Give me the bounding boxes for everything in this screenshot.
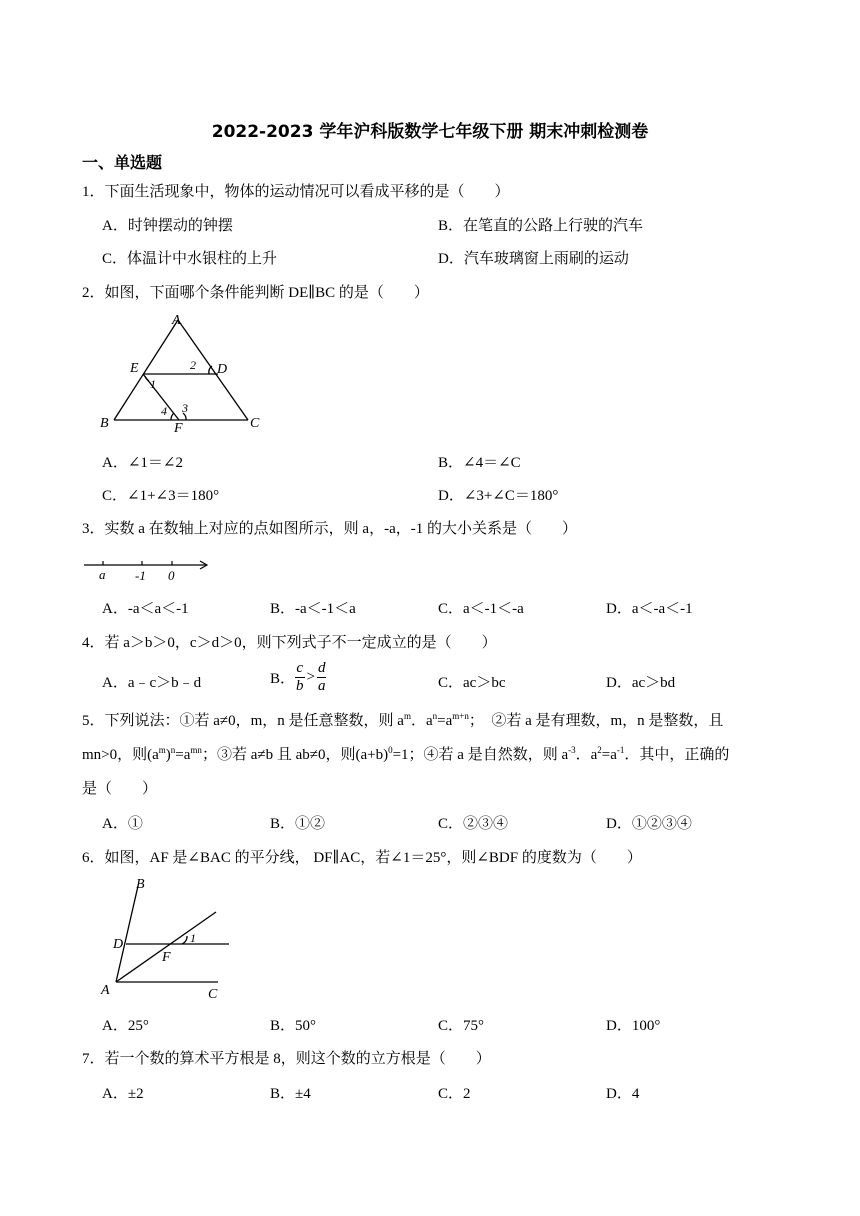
angle-3-label: 3 [182,401,188,415]
q7-option-a: A．±2 [102,1086,144,1102]
q2-option-c: C．∠1+∠3＝180° [102,488,220,504]
triangle-figure [96,310,271,436]
label-F: F [162,950,171,965]
question-7-stem: 7．若一个数的算术平方根是 8，则这个数的立方根是（ ） [82,1051,491,1067]
q5-option-a: A．① [102,816,143,832]
label-E: E [130,361,139,376]
fraction-denominator: a [317,678,326,694]
angle-4-label: 4 [161,404,167,418]
label-D: D [113,937,124,952]
q4-option-d: D．ac＞bd [606,675,676,691]
angle-bisector-figure [96,872,236,1004]
q4-option-c: C．ac＞bc [438,675,506,691]
fraction-numerator: c [296,660,304,676]
section-heading: 一、单选题 [82,153,163,172]
q7-option-d: D．4 [606,1086,640,1102]
q2-option-b: B．∠4＝∠C [438,455,521,471]
q1-option-d: D．汽车玻璃窗上雨刷的运动 [438,251,629,267]
fraction-c-over-b [295,660,305,695]
label-C: C [250,416,260,431]
question-4-stem: 4．若 a＞b＞0，c＞d＞0，则下列式子不一定成立的是（ ） [82,635,497,651]
label-B: B [136,877,145,892]
q6-option-c: C．75° [438,1018,485,1034]
q5-option-d: D．①②③④ [606,816,692,832]
label-D: D [217,362,228,377]
question-5-line-1: 5．下列说法：①若 a≠0，m，n 是任意整数，则 $a^m$．$a^n=a^{m+n}$； ②若 a 是有理数，m，n 是整数，且 [82,711,724,729]
label-C: C [208,987,218,1002]
q4-option-a: A．a﹣c＞b﹣d [102,675,202,691]
fraction-numerator: d [317,660,326,676]
q4-option-b-prefix: B． [270,671,296,687]
q6-option-b: B．50° [270,1018,317,1034]
label-F: F [174,421,183,436]
label-A: A [101,983,110,998]
q3-option-c: C．a＜-1＜-a [438,601,524,617]
question-3-stem: 3．实数 a 在数轴上对应的点如图所示，则 a，-a，-1 的大小关系是（ ） [82,521,577,537]
q7-option-b: B．±4 [270,1086,311,1102]
question-5-line-2: mn>0，则$(a^m)^n=a^{mn}$；③若 a≠b 且 ab≠0，则$(a+b)^0=1$；④若 a 是自然数，则 $a^{-3}$．$a^2=a^{-1}$．其中，正确的 [82,745,730,763]
number-line-figure [82,553,212,585]
angle-2-label: 2 [190,358,196,372]
label-a: a [99,567,106,582]
question-1-stem: 1．下面生活现象中，物体的运动情况可以看成平移的是（ ） [82,184,510,200]
q5-option-b: B．①② [270,816,326,832]
fraction-d-over-a [317,660,327,695]
q4-option-b [270,660,326,695]
q7-option-c: C．2 [438,1086,471,1102]
question-2-stem: 2．如图，下面哪个条件能判断 DE∥BC 的是（ ） [82,285,429,301]
q2-option-a: A．∠1＝∠2 [102,455,183,471]
q3-option-d: D．a＜-a＜-1 [606,601,693,617]
q6-option-a: A．25° [102,1018,149,1034]
question-5-line-3: 是（ ） [82,781,158,797]
q1-option-c: C．体温计中水银柱的上升 [102,251,278,267]
label-B: B [100,416,109,431]
greater-than-sign: > [306,669,315,685]
q2-option-d: D．∠3+∠C＝180° [438,488,559,504]
label-A: A [172,313,181,328]
q5-option-c: C．②③④ [438,816,509,832]
fraction-denominator: b [296,678,304,694]
angle-1-label: 1 [150,377,156,391]
q1-option-a: A．时钟摆动的钟摆 [102,218,233,234]
q3-option-b: B．-a＜-1＜a [270,601,356,617]
q3-option-a: A．-a＜a＜-1 [102,601,189,617]
q6-option-d: D．100° [606,1018,661,1034]
q1-option-b: B．在笔直的公路上行驶的汽车 [438,218,644,234]
question-6-stem: 6．如图，AF 是∠BAC 的平分线， DF∥AC，若∠1＝25°，则∠BDF 的度数为（ ） [82,850,642,866]
page-title: 2022-2023 学年沪科版数学七年级下册 期末冲刺检测卷 [211,122,649,142]
label-minus-1: -1 [135,568,146,583]
angle-1-label: 1 [190,931,196,945]
label-zero: 0 [168,568,175,583]
